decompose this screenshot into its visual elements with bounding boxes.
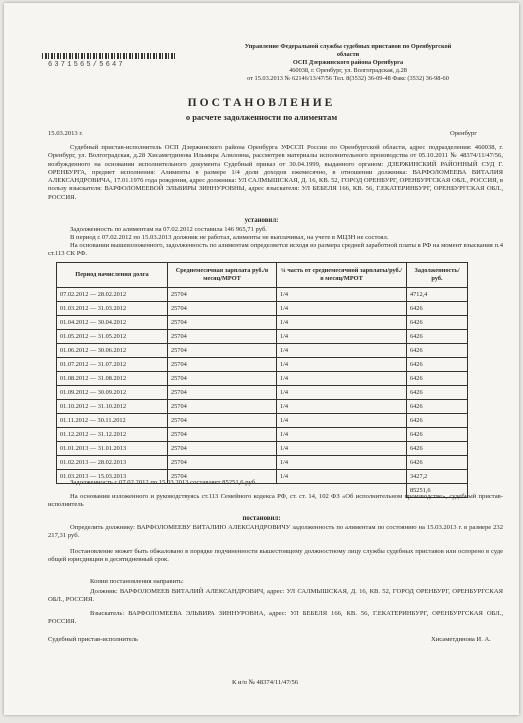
debt-cell: 6426 xyxy=(407,330,468,344)
header-department: ОСП Дзержинского района Оренбурга xyxy=(292,59,404,66)
debt-cell: 6426 xyxy=(407,316,468,330)
header-address: 460038, г. Оренбург, ул. Волгоградская, д.28 xyxy=(289,67,407,74)
appeal-paragraph: Постановление может быть обжаловано в порядке подчиненности вышестоящему должностному лицу службы судебных приставов или оспорено в суде общей юрисдикции в десятидневный срок. xyxy=(48,548,503,564)
document-subtitle: о расчете задолженности по алиментам xyxy=(185,112,338,122)
table-row xyxy=(57,456,468,470)
case-number: К и/п № 48374/11/47/56 xyxy=(232,679,299,686)
barcode-image xyxy=(42,53,177,59)
share-cell: 1/4 xyxy=(277,470,407,484)
debt-cell: 6426 xyxy=(407,344,468,358)
salary-cell: 25704 xyxy=(168,358,277,372)
share-cell: 1/4 xyxy=(277,414,407,428)
document-page xyxy=(4,3,519,715)
legal-basis-paragraph: На основании изложенного и руководствуясь ст.113 Семейного кодекса РФ, ст. ст. 14, 102 ФЗ «Об исполнительном производстве», судебный пристав-исполнитель xyxy=(48,493,503,509)
document-date: 15.03.2013 г. xyxy=(48,130,83,137)
barcode-number: 6371565/5647 xyxy=(48,61,125,69)
debt-table xyxy=(56,262,468,498)
period-cell: 01.06.2012 — 30.06.2012 xyxy=(57,344,168,358)
salary-cell: 25704 xyxy=(168,372,277,386)
debt-cell: 6426 xyxy=(407,358,468,372)
share-cell: 1/4 xyxy=(277,302,407,316)
salary-cell: 25704 xyxy=(168,442,277,456)
signer-name: Хисаметдинова И. А. xyxy=(431,636,491,643)
period-cell: 01.09.2012 — 30.09.2012 xyxy=(57,386,168,400)
period-cell: 01.08.2012 — 31.08.2012 xyxy=(57,372,168,386)
debt-cell: 6426 xyxy=(407,372,468,386)
period-cell: 01.07.2012 — 31.07.2012 xyxy=(57,358,168,372)
debt-cell: 6426 xyxy=(407,302,468,316)
share-cell: 1/4 xyxy=(277,428,407,442)
calculation-basis-line: На основании вышеизложенного, задолженность по алиментам определяется исходя из размера средней заработной платы в РФ на момент взыскания п.4 ст.113 СК РФ. xyxy=(48,242,503,258)
salary-cell: 25704 xyxy=(168,344,277,358)
column-header-salary: Среднемесячная зарплата руб./в месяц/МРОТ xyxy=(168,263,277,288)
table-row xyxy=(57,400,468,414)
column-header-quarter: ¼ часть от среднемесячной зарплаты/руб./в месяц/МРОТ xyxy=(277,263,407,288)
total-debt-line: Задолженность с 07.02.2012 по 15.03.2013 составляет 85251,6 руб. xyxy=(70,479,257,486)
debt-cell: 3427,2 xyxy=(407,470,468,484)
salary-cell: 25704 xyxy=(168,414,277,428)
header-agency: Управление Федеральной службы судебных приставов по Оренбургской xyxy=(244,43,452,50)
column-header-period: Период начисления долга xyxy=(57,263,168,288)
table-row xyxy=(57,428,468,442)
intro-paragraph: Судебный пристав-исполнитель ОСП Дзержинского района Оренбурга УФССП России по Оренбургской области, адрес подразделения: 460038, г. Оренбург, ул. Волгоградская, д.28 Хисаметдинова Ильмира Алиловна, рассмотрев материалы исполнительного производства от 05.10.2011 № 48374/11/47/56, возбужденного на основании исполнительного документа Судебный приказ от 30.04.1999, выданного органом: ДЗЕРЖИНСКИЙ РАЙОННЫЙ СУД Г. ОРЕНБУРГА, предмет исполнения: Алименты в размере 1/4 доли доходов ежемесячно, в отношении должника: ВАРФОЛОМЕЕВА ВИТАЛИЯ АЛЕКСАНДРОВИЧА, 17.01.1976 года рождения, адрес должника: УЛ САЛМЫШСКАЯ, Д. 16, КВ. 52, ГОРОД ОРЕНБУРГ, ОРЕНБУРГСКАЯ ОБЛ., РОССИЯ, в пользу взыскателя: ВАРФОЛОМЕЕВОЙ ЭЛЬВИРЫ ЗИННУРОВНЫ, адрес взыскателя: УЛ БЕБЕЛЯ 166, КВ. 56, Г.ЕКАТЕРИНБУРГ, ОРЕНБУРГСКАЯ ОБЛ., РОССИЯ. xyxy=(48,144,503,201)
header-region: области xyxy=(336,51,360,58)
table-row xyxy=(57,288,468,302)
resolved-heading: постановил: xyxy=(242,515,281,522)
period-cell: 07.02.2012 — 28.02.2012 xyxy=(57,288,168,302)
period-cell: 01.03.2012 — 31.03.2012 xyxy=(57,302,168,316)
column-header-debt: Задолженность/ руб. xyxy=(407,263,468,288)
signer-role: Судебный пристав-исполнитель xyxy=(48,636,139,643)
table-row xyxy=(57,302,468,316)
salary-cell: 25704 xyxy=(168,316,277,330)
share-cell: 1/4 xyxy=(277,358,407,372)
table-row xyxy=(57,386,468,400)
document-city: Оренбург xyxy=(450,130,477,137)
share-cell: 1/4 xyxy=(277,400,407,414)
debt-cell: 6426 xyxy=(407,386,468,400)
established-heading: установил: xyxy=(244,217,279,224)
document-title: ПОСТАНОВЛЕНИЕ xyxy=(187,97,336,109)
copy-recipient-debtor: Должник: ВАРФОЛОМЕЕВ ВИТАЛИЙ АЛЕКСАНДРОВИЧ, адрес: УЛ САЛМЫШСКАЯ, Д. 16, КВ. 52, ГОРОД ОРЕНБУРГ, ОРЕНБУРГСКАЯ ОБЛ., РОССИЯ. xyxy=(48,588,503,604)
unemployment-line: В период с 07.02.2012 по 15.03.2013 должник не работал, алименты не выплачивал, на учете в МЦЗН не состоял. xyxy=(70,234,389,241)
share-cell: 1/4 xyxy=(277,386,407,400)
table-header-row xyxy=(57,263,468,288)
share-cell: 1/4 xyxy=(277,372,407,386)
salary-cell: 25704 xyxy=(168,386,277,400)
header-contacts: от 15.03.2013 № 62146/13/47/56 Тел. 8(3532) 36-09-48 Факс (3532) 36-98-60 xyxy=(247,75,449,82)
share-cell: 1/4 xyxy=(277,330,407,344)
total-cell: 85251,6 xyxy=(407,484,468,498)
salary-cell: 25704 xyxy=(168,400,277,414)
period-cell: 01.11.2012 — 30.11.2012 xyxy=(57,414,168,428)
salary-cell: 25704 xyxy=(168,428,277,442)
debt-as-of-line: Задолженность по алиментам на 07.02.2012 составила 146 965,71 руб. xyxy=(70,226,267,233)
period-cell: 01.12.2012 — 31.12.2012 xyxy=(57,428,168,442)
period-cell: 01.10.2012 — 31.10.2012 xyxy=(57,400,168,414)
salary-cell: 25704 xyxy=(168,302,277,316)
salary-cell: 25704 xyxy=(168,470,277,484)
table-row xyxy=(57,414,468,428)
table-row xyxy=(57,372,468,386)
table-row xyxy=(57,358,468,372)
copies-heading: Копии постановления направить: xyxy=(90,578,184,585)
table-row xyxy=(57,330,468,344)
salary-cell: 25704 xyxy=(168,288,277,302)
period-cell: 01.01.2013 — 31.01.2013 xyxy=(57,442,168,456)
resolution-paragraph: Определить должнику: ВАРФОЛОМЕЕВУ ВИТАЛИЮ АЛЕКСАНДРОВИЧУ задолженность по алиментам по состоянию на 15.03.2013 г. в размере 232 217,31 руб. xyxy=(48,524,503,540)
table-row xyxy=(57,442,468,456)
salary-cell: 25704 xyxy=(168,456,277,470)
salary-cell: 25704 xyxy=(168,330,277,344)
debt-cell: 6426 xyxy=(407,428,468,442)
table-row xyxy=(57,344,468,358)
debt-cell: 4712,4 xyxy=(407,288,468,302)
table-row xyxy=(57,316,468,330)
period-cell: 01.02.2013 — 28.02.2013 xyxy=(57,456,168,470)
share-cell: 1/4 xyxy=(277,288,407,302)
debt-cell: 6426 xyxy=(407,400,468,414)
period-cell: 01.03.2013 — 15.03.2013 xyxy=(57,470,168,484)
period-cell: 01.04.2012 — 30.04.2012 xyxy=(57,316,168,330)
copy-recipient-claimant: Взыскатель: ВАРФОЛОМЕЕВА ЭЛЬВИРА ЗИННУРОВНА, адрес: УЛ БЕБЕЛЯ 166, КВ. 56, Г.ЕКАТЕРИНБУРГ, ОРЕНБУРГСКАЯ ОБЛ., РОССИЯ. xyxy=(48,610,503,626)
share-cell: 1/4 xyxy=(277,344,407,358)
period-cell: 01.05.2012 — 31.05.2012 xyxy=(57,330,168,344)
debt-cell: 6426 xyxy=(407,414,468,428)
share-cell: 1/4 xyxy=(277,316,407,330)
debt-cell: 6426 xyxy=(407,442,468,456)
share-cell: 1/4 xyxy=(277,456,407,470)
share-cell: 1/4 xyxy=(277,442,407,456)
debt-cell: 6426 xyxy=(407,456,468,470)
